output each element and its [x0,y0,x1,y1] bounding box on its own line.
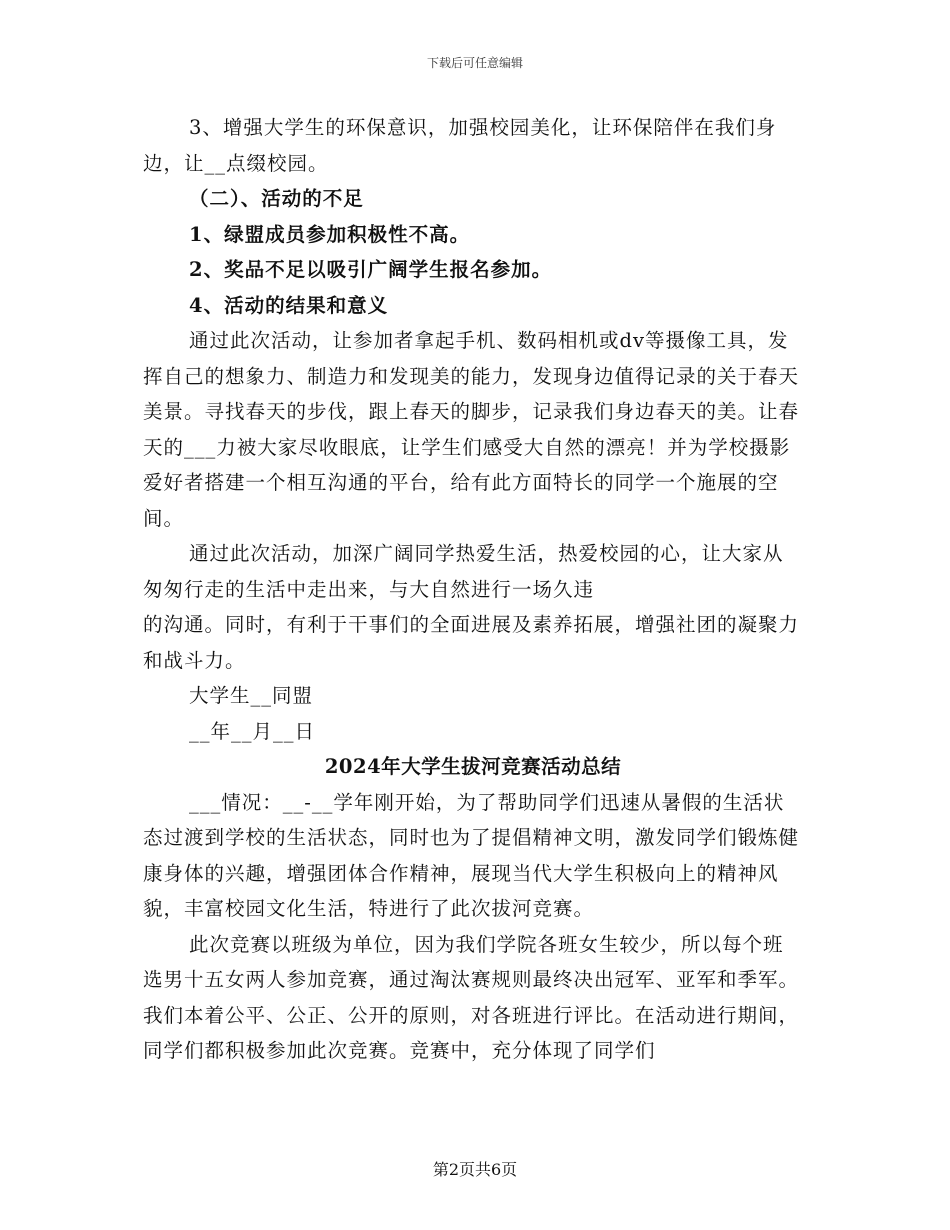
signature-org: 大学生__同盟 [189,684,314,707]
paragraph-overview: ___情况：__-__学年刚开始，为了帮助同学们迅速从暑假的生活状态过渡到学校的生活状态，同时也为了提倡精神文明，激发同学们锻炼健康身体的兴趣，增强团体合作精神，展现当代大学生积极向上的精神风貌，丰富校园文化生活，特进行了此次拔河竞赛。 [143,790,800,920]
list-item-2: 2、奖品不足以吸引广阔学生报名参加。 [189,258,553,281]
signature-date: __年__月__日 [189,719,316,743]
paragraph-results-1: 通过此次活动，让参加者拿起手机、数码相机或dv等摄像工具，发挥自己的想象力、制造力和发现美的能力，发现身边值得记录的关于春天美景。寻找春天的步伐，跟上春天的脚步，记录我们身边春天的美。让春天的___力被大家尽收眼底，让学生们感受大自然的漂亮！并为学校摄影爱好者搭建一个相互沟通的平台，给有此方面特长的同学一个施展的空间。 [143,329,800,530]
heading-results: 4、活动的结果和意义 [189,293,389,317]
paragraph-results-2: 通过此次活动，加深广阔同学热爱生活，热爱校园的心，让大家从匆匆行走的生活中走出来，与大自然进行一场久违 [143,542,784,601]
paragraph-env-awareness: 3、增强大学生的环保意识，加强校园美化，让环保陪伴在我们身边，让__点缀校园。 [143,116,777,175]
document-body [143,110,803,1069]
list-item-1: 1、绿盟成员参加积极性不高。 [189,222,471,246]
heading-shortcomings: （二）、活动的不足 [189,187,364,210]
section-title: 2024年大学生拔河竞赛活动总结 [324,755,622,778]
paragraph-competition: 此次竞赛以班级为单位，因为我们学院各班女生较少，所以每个班选男十五女两人参加竞赛，通过淘汰赛规则最终决出冠军、亚军和季军。我们本着公平、公正、公开的原则，对各班进行评比。在活动进行期间，同学们都积极参加此次竞赛。竞赛中，充分体现了同学们 [143,932,800,1062]
page-footer: 第2页共6页 [432,1160,518,1179]
paragraph-results-3: 的沟通。同时，有利于干事们的全面进展及素养拓展，增强社团的凝聚力和战斗力。 [143,613,800,672]
page-header: 下载后可任意编辑 [426,56,523,70]
